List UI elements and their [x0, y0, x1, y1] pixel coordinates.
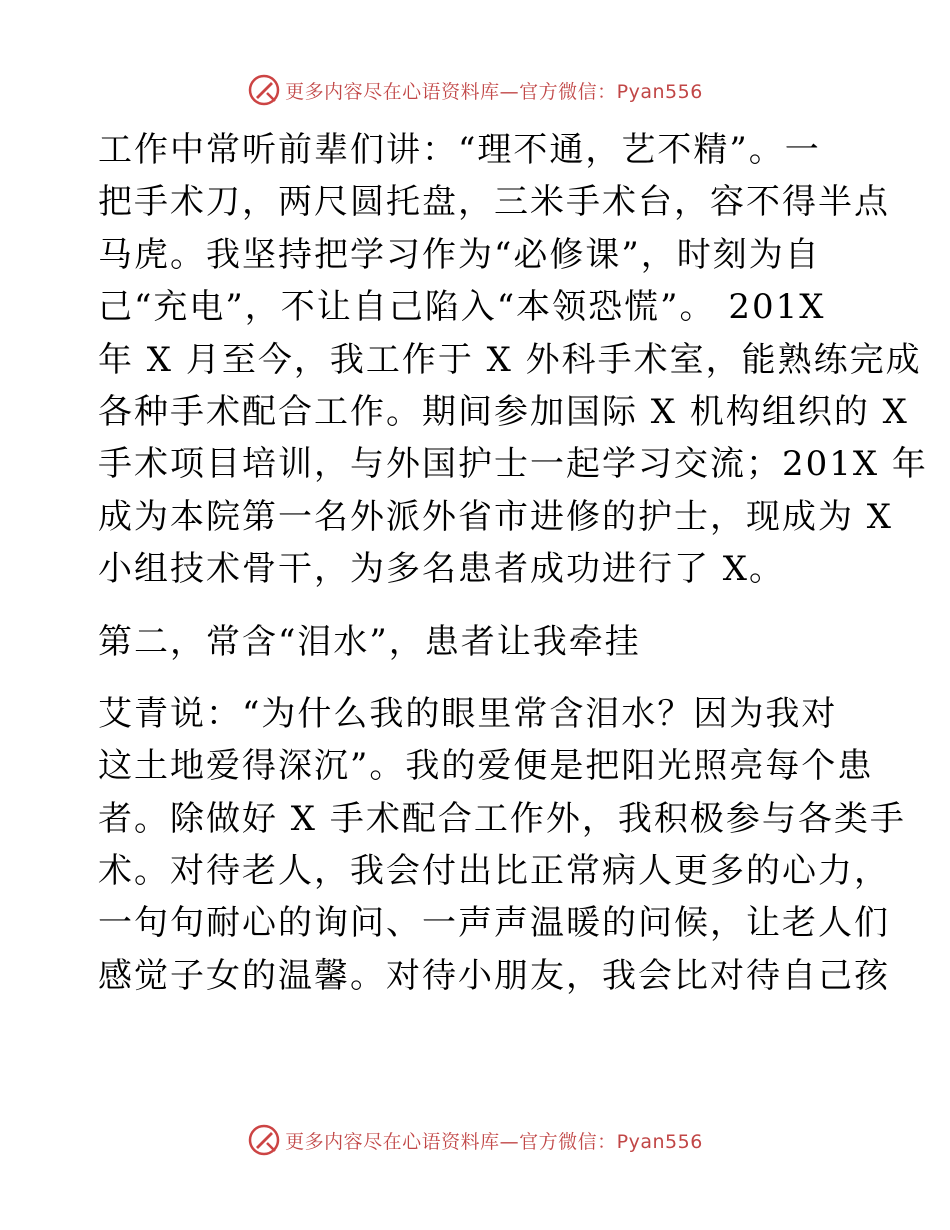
document-body — [98, 124, 928, 1002]
text-line: 感觉子女的温馨。对待小朋友，我会比对待自己孩 — [98, 955, 890, 996]
logo-icon — [247, 1123, 281, 1157]
text-line: 术。对待老人，我会付出比正常病人更多的心力， — [98, 851, 890, 892]
text-line: 艾青说：“为什么我的眼里常含泪水？因为我对 — [98, 693, 838, 734]
text-line: 小组技术骨干，为多名患者成功进行了 X。 — [98, 549, 786, 590]
logo-icon — [247, 73, 281, 107]
text-line: 这土地爱得深沉”。我的爱便是把阳光照亮每个患 — [98, 746, 874, 787]
section-heading: 第二，常含“泪水”，患者让我牵挂 — [98, 621, 641, 662]
footer-banner — [0, 1120, 950, 1160]
text-line: 马虎。我坚持把学习作为“必修课”，时刻为自 — [98, 234, 821, 275]
footer-banner-text: 更多内容尽在心语资料库—官方微信：Pyan556 — [285, 1130, 703, 1153]
header-banner-text: 更多内容尽在心语资料库—官方微信：Pyan556 — [285, 80, 703, 103]
text-line: 年 X 月至今，我工作于 X 外科手术室，能熟练完成 — [98, 339, 922, 380]
text-line: 一句句耐心的询问、一声声温暖的问候，让老人们 — [98, 903, 890, 944]
header-banner — [0, 70, 950, 110]
paragraph-2 — [98, 688, 906, 1002]
text-line: 成为本院第一名外派外省市进修的护士，现成为 X — [98, 496, 894, 537]
text-line: 者。除做好 X 手术配合工作外，我积极参与各类手 — [98, 798, 906, 839]
text-line: 工作中常听前辈们讲：“理不通，艺不精”。一 — [98, 130, 821, 170]
text-line: 各种手术配合工作。期间参加国际 X 机构组织的 X — [98, 391, 909, 432]
text-line: 己“充电”，不让自己陷入“本领恐慌”。 201X — [98, 287, 826, 328]
paragraph-1 — [98, 124, 928, 596]
text-line: 把手术刀，两尺圆托盘，三米手术台，容不得半点 — [98, 182, 890, 223]
text-line: 手术项目培训，与外国护士一起学习交流；201X 年 — [98, 444, 928, 485]
